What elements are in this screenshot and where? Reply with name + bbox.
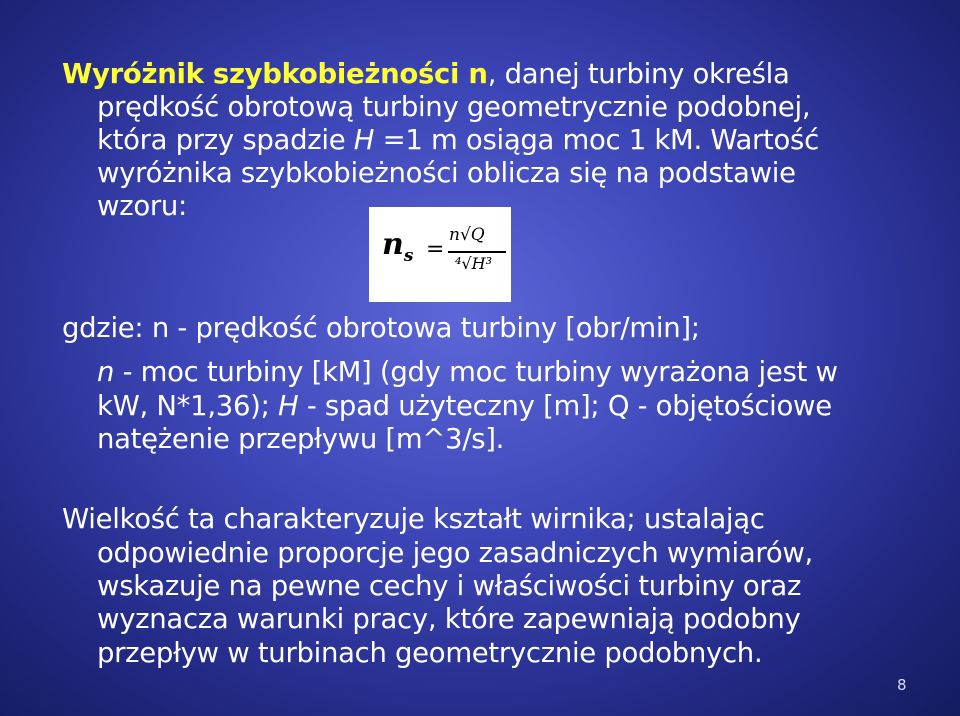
formula-image bbox=[369, 207, 511, 302]
definition-line-3 bbox=[97, 124, 819, 156]
symbol-h: H bbox=[353, 124, 375, 156]
definition-line-3-b: =1 m osiąga moc 1 kM. Wartość bbox=[374, 124, 819, 156]
significance-line-1: Wielkość ta charakteryzuje kształt wirnika; ustalając bbox=[62, 503, 765, 535]
legend-line-2-rest: - moc turbiny [kM] (gdy moc turbiny wyrażona jest w bbox=[114, 356, 838, 388]
definition-line-5: wzoru: bbox=[97, 190, 187, 222]
legend-line-3-a: kW, N*1,36); bbox=[97, 390, 278, 422]
page-number: 8 bbox=[897, 676, 907, 694]
significance-line-3: wskazuje na pewne cechy i właściwości turbiny oraz bbox=[97, 570, 802, 602]
definition-line-1-rest: , danej turbiny określa bbox=[487, 58, 790, 90]
formula-lhs: $n_s$ bbox=[382, 227, 414, 266]
highlighted-term: Wyróżnik szybkobieżności n bbox=[62, 58, 488, 90]
symbol-h-2: H bbox=[278, 390, 299, 422]
formula-denominator: ⁴√H³ bbox=[455, 254, 492, 273]
legend-line-3 bbox=[97, 390, 832, 422]
formula-equals: = bbox=[426, 237, 445, 262]
definition-line-1 bbox=[62, 58, 790, 90]
legend-line-4: natężenie przepływu [m^3/s]. bbox=[97, 423, 505, 455]
definition-line-3-a: która przy spadzie bbox=[97, 124, 354, 156]
definition-line-2: prędkość obrotową turbiny geometrycznie podobnej, bbox=[97, 91, 811, 123]
significance-line-5: przepływ w turbinach geometrycznie podobnych. bbox=[97, 637, 763, 669]
significance-line-4: wyznacza warunki pracy, które zapewniają podobny bbox=[97, 603, 801, 635]
legend-line-2 bbox=[97, 356, 838, 388]
formula-lhs-subscript: s bbox=[403, 246, 414, 266]
legend-line-1: gdzie: n - prędkość obrotowa turbiny [obr/min]; bbox=[62, 312, 700, 344]
symbol-n: n bbox=[97, 356, 115, 388]
definition-line-4: wyróżnika szybkobieżności oblicza się na podstawie bbox=[97, 157, 796, 189]
significance-line-2: odpowiednie proporcje jego zasadniczych wymiarów, bbox=[97, 537, 813, 569]
formula-numerator: n√Q bbox=[449, 225, 485, 245]
legend-line-3-b: - spad użyteczny [m]; Q - objętościowe bbox=[298, 390, 832, 422]
fraction-bar bbox=[448, 251, 506, 253]
